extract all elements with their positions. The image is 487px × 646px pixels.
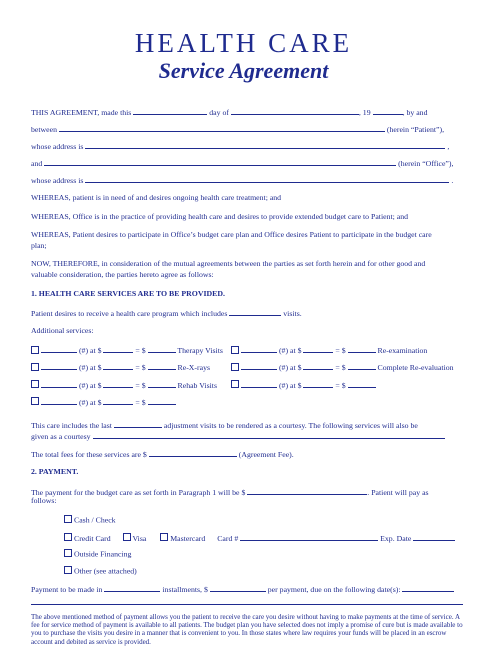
service-checkbox[interactable] <box>31 380 39 388</box>
installments-field[interactable] <box>104 583 160 592</box>
footer-disclaimer: The above mentioned method of payment allows you the patient to receive the care you desire without having to make payments at the time of service. A fee for service method of payment is available to all patients. The budget plan you have selected does not imply a promise of cure but is made available to you to purchase the visits you desire in a manner that is convenient to you. In those states where law requires your funds will be placed in an escrow account and debited as service is provided. <box>31 612 463 646</box>
service-total-field[interactable] <box>348 379 376 388</box>
service-qty-field[interactable] <box>41 344 77 353</box>
right-service-entry: (#) at $ = $ Re-examination <box>231 344 463 357</box>
service-label: Therapy Visits <box>177 346 223 356</box>
service-qty-field[interactable] <box>241 379 277 388</box>
courtesy-services-field[interactable] <box>93 430 445 439</box>
office-address-line: whose address is . <box>31 176 454 186</box>
service-label: Complete Re-evaluation <box>377 363 454 373</box>
service-checkbox[interactable] <box>31 397 39 405</box>
agreement-body <box>31 106 463 646</box>
whereas-3a: WHEREAS, Patient desires to participate in Office’s budget care plan and Office desires Patient to participate in the budget care <box>31 230 432 240</box>
whereas-2: WHEREAS, Office is in the practice of providing health care and desires to provide extended budget care to Patient; and <box>31 211 409 221</box>
program-line: Patient desires to receive a health care program which includes visits. <box>31 309 302 319</box>
patient-address-line: whose address is , <box>31 142 450 152</box>
service-rate-field[interactable] <box>303 361 333 370</box>
right-service-entry: (#) at $ = $ <box>231 379 463 392</box>
per-payment-field[interactable] <box>210 583 266 592</box>
service-rate-field[interactable] <box>103 361 133 370</box>
courtesy-line-2: given as a courtesy <box>31 430 463 441</box>
left-service-entry: (#) at $ = $ Therapy Visits <box>31 344 231 357</box>
service-rate-field[interactable] <box>103 344 133 353</box>
service-checkbox[interactable] <box>231 346 239 354</box>
service-total-field[interactable] <box>148 379 176 388</box>
services-grid <box>31 344 463 412</box>
service-rate-field[interactable] <box>103 379 133 388</box>
section-1-heading: 1. HEALTH CARE SERVICES ARE TO BE PROVIDED. <box>31 288 225 298</box>
patient-name-field[interactable] <box>59 123 385 132</box>
credit-card-checkbox[interactable] <box>64 533 72 541</box>
service-label: Re-examination <box>377 346 428 356</box>
office-address-field[interactable] <box>85 174 449 183</box>
due-dates-field[interactable] <box>402 583 454 592</box>
outside-financing-checkbox[interactable] <box>64 549 72 557</box>
service-checkbox[interactable] <box>31 346 39 354</box>
left-service-entry: (#) at $ = $ Re-X-rays <box>31 361 231 374</box>
service-checkbox[interactable] <box>231 363 239 371</box>
service-total-field[interactable] <box>148 361 176 370</box>
service-total-field[interactable] <box>148 344 176 353</box>
document-title: HEALTH CARE <box>134 28 353 58</box>
service-row <box>31 396 463 407</box>
visa-checkbox[interactable] <box>123 533 131 541</box>
option-cash: Cash / Check <box>31 515 463 526</box>
service-qty-field[interactable] <box>41 361 77 370</box>
service-label: Re-X-rays <box>177 363 211 373</box>
installments-line: Payment to be made in installments, $ per payment, due on the following date(s): <box>31 583 463 594</box>
other-checkbox[interactable] <box>64 566 72 574</box>
service-total-field[interactable] <box>348 344 376 353</box>
service-qty-field[interactable] <box>41 396 77 405</box>
payment-amount-field[interactable] <box>247 486 367 495</box>
between-line: between (herein “Patient”), <box>31 125 445 135</box>
option-credit: Credit Card Visa Mastercard Card # Exp. Date <box>31 532 463 543</box>
courtesy-visits-field[interactable] <box>114 419 162 428</box>
service-row <box>31 379 463 390</box>
service-label: Rehab Visits <box>177 380 217 390</box>
service-rate-field[interactable] <box>103 396 133 405</box>
service-total-field[interactable] <box>348 361 376 370</box>
service-rate-field[interactable] <box>303 379 333 388</box>
service-checkbox[interactable] <box>231 380 239 388</box>
option-other: Other (see attached) <box>31 566 463 577</box>
whereas-1: WHEREAS, patient is in need of and desires ongoing health care treatment; and <box>31 192 282 202</box>
document-subtitle: Service Agreement <box>158 58 329 83</box>
cash-checkbox[interactable] <box>64 515 72 523</box>
total-fees-field[interactable] <box>149 448 237 457</box>
year-field[interactable] <box>373 106 403 115</box>
service-row <box>31 344 463 355</box>
service-rate-field[interactable] <box>303 344 333 353</box>
office-name-field[interactable] <box>44 157 396 166</box>
payment-line-2: follows: <box>31 496 57 506</box>
patient-address-field[interactable] <box>85 140 445 149</box>
mastercard-checkbox[interactable] <box>160 533 168 541</box>
total-fees-line: The total fees for these services are $ (Agreement Fee). <box>31 450 294 460</box>
whereas-3b: plan; <box>31 240 47 250</box>
card-number-field[interactable] <box>240 532 378 541</box>
visits-count-field[interactable] <box>229 307 281 316</box>
service-row <box>31 361 463 372</box>
month-field[interactable] <box>231 106 359 115</box>
service-checkbox[interactable] <box>31 363 39 371</box>
left-service-entry: (#) at $ = $ Rehab Visits <box>31 379 231 392</box>
payment-line-1: The payment for the budget care as set forth in Paragraph 1 will be $ . Patient will pay as <box>31 487 429 497</box>
service-qty-field[interactable] <box>241 344 277 353</box>
office-line: and (herein “Office”), <box>31 159 454 169</box>
service-qty-field[interactable] <box>241 361 277 370</box>
footer-divider <box>31 604 463 605</box>
now-therefore-a: NOW, THEREFORE, in consideration of the mutual agreements between the parties as set forth herein and for other good and <box>31 259 426 269</box>
left-service-entry: (#) at $ = $ <box>31 396 231 409</box>
exp-date-field[interactable] <box>413 532 455 541</box>
additional-services-label: Additional services: <box>31 325 94 335</box>
service-total-field[interactable] <box>148 396 176 405</box>
service-qty-field[interactable] <box>41 379 77 388</box>
option-outside: Outside Financing <box>31 549 463 560</box>
day-field[interactable] <box>133 106 207 115</box>
section-2-heading: 2. PAYMENT. <box>31 466 79 476</box>
now-therefore-b: valuable consideration, the parties hereto agree as follows: <box>31 269 214 279</box>
courtesy-line-1: This care includes the last adjustment visits to be rendered as a courtesy. The following services will also be <box>31 421 418 431</box>
right-service-entry: (#) at $ = $ Complete Re-evaluation <box>231 361 463 374</box>
agreement-date-line: THIS AGREEMENT, made this day of , 19 , by and <box>31 108 428 117</box>
